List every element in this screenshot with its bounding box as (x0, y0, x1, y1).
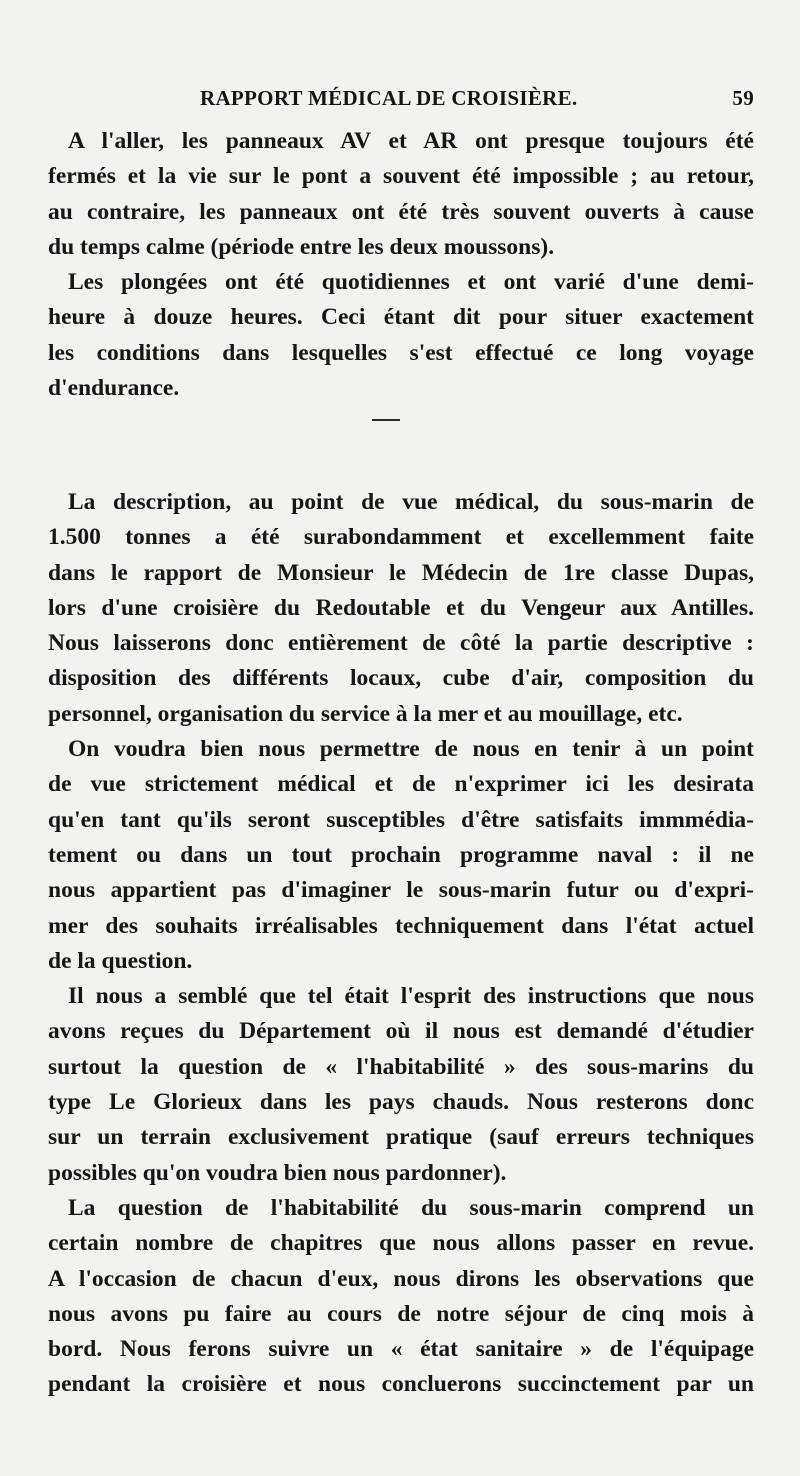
text-line: disposition des différents locaux, cube d'air, composition du (48, 665, 754, 692)
text-line: certain nombre de chapitres que nous allons passer en revue. (48, 1230, 754, 1257)
text-line: On voudra bien nous permettre de nous en tenir à un point (68, 736, 754, 763)
text-line: 1.500 tonnes a été surabondamment et excellemment faite (48, 524, 754, 551)
text-line: possibles qu'on voudra bien nous pardonner). (48, 1159, 507, 1186)
text-line: d'endurance. (48, 375, 180, 402)
text-line: La question de l'habitabilité du sous-marin comprend un (68, 1194, 754, 1221)
text-line: Il nous a semblé que tel était l'esprit des instructions que nous (68, 983, 754, 1010)
text-line: La description, au point de vue médical, du sous-marin de (68, 489, 754, 515)
text-line: avons reçues du Département où il nous est demandé d'étudier (48, 1018, 754, 1045)
text-line: les conditions dans lesquelles s'est effectué ce long voyage (48, 339, 754, 366)
text-line: Les plongées ont été quotidiennes et ont varié d'une demi- (68, 269, 754, 296)
text-line: au contraire, les panneaux ont été très souvent ouverts à cause (48, 198, 754, 225)
running-title: RAPPORT MÉDICAL DE CROISIÈRE. (200, 86, 578, 110)
text-line: de vue strictement médical et de n'exprimer ici les desirata (48, 771, 754, 798)
paragraph-block-2 (48, 485, 754, 1403)
text-line: fermés et la vie sur le pont a souvent été impossible ; au retour, (48, 163, 754, 190)
running-header (48, 86, 754, 116)
text-line: de la question. (48, 947, 193, 974)
page-number: 59 (732, 86, 754, 110)
text-line: nous appartient pas d'imaginer le sous-marin futur ou d'expri- (48, 877, 754, 904)
text-line: dans le rapport de Monsieur le Médecin de 1re classe Dupas, (48, 559, 754, 586)
text-line: du temps calme (période entre les deux moussons). (48, 233, 555, 260)
text-line: tement ou dans un tout prochain programme naval : il ne (48, 841, 754, 868)
text-line: sur un terrain exclusivement pratique (sauf erreurs techniques (48, 1124, 754, 1151)
text-line: A l'occasion de chacun d'eux, nous dirons les observations que (48, 1265, 754, 1292)
text-line: type Le Glorieux dans les pays chauds. Nous resterons donc (48, 1089, 754, 1116)
text-line: lors d'une croisière du Redoutable et du Vengeur aux Antilles. (48, 594, 754, 621)
text-line: personnel, organisation du service à la mer et au mouillage, etc. (48, 700, 683, 727)
text-line: Nous laisserons donc entièrement de côté la partie descriptive : (48, 630, 754, 657)
text-line: pendant la croisière et nous concluerons succinctement par un (48, 1371, 754, 1398)
paragraph-block-1 (48, 124, 754, 406)
text-line: nous avons pu faire au cours de notre séjour de cinq mois à (48, 1300, 754, 1327)
text-line: qu'en tant qu'ils seront susceptibles d'être satisfaits immmédia- (48, 806, 754, 833)
text-line: heure à douze heures. Ceci étant dit pour situer exactement (48, 304, 754, 331)
text-line: mer des souhaits irréalisables techniquement dans l'état actuel (48, 912, 754, 939)
text-line: surtout la question de « l'habitabilité » des sous-marins du (48, 1053, 754, 1080)
section-separator (372, 419, 400, 421)
text-line: A l'aller, les panneaux AV et AR ont presque toujours été (68, 128, 754, 154)
text-line: bord. Nous ferons suivre un « état sanitaire » de l'équipage (48, 1336, 754, 1363)
